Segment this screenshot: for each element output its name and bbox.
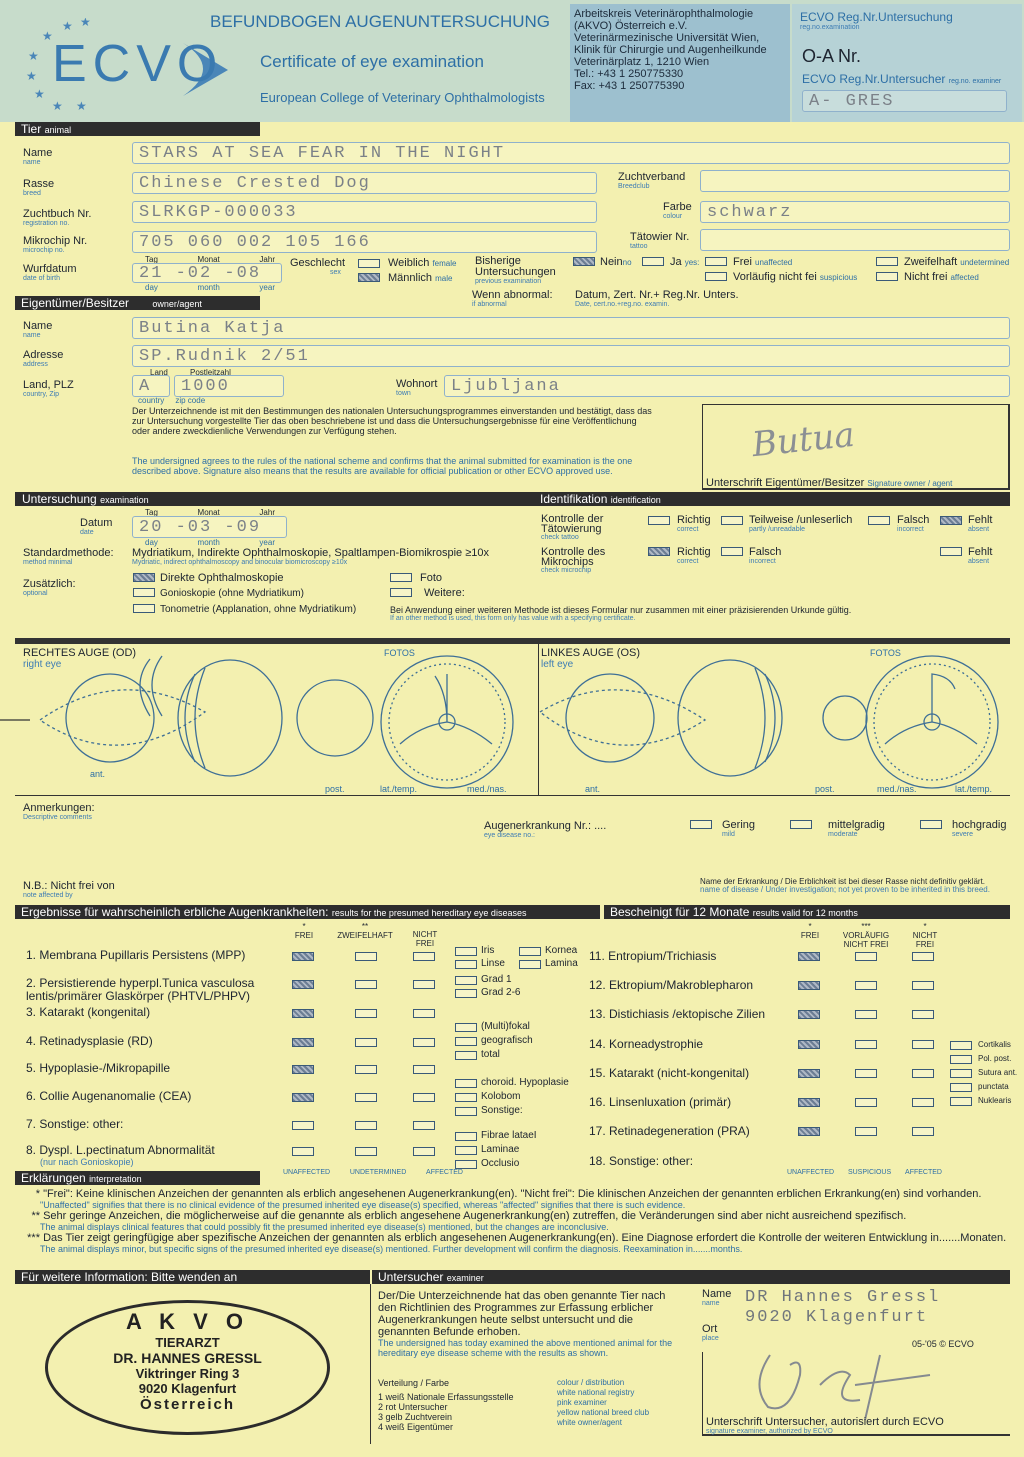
result-item-5: 5. Hypoplasie-/Mikropapille xyxy=(26,1061,171,1075)
land-field[interactable]: A xyxy=(132,375,170,397)
animal-name-field[interactable]: STARS AT SEA FEAR IN THE NIGHT xyxy=(132,142,1010,164)
tattoo-absent-checkbox[interactable] xyxy=(940,516,962,525)
tattoo-wrong: Falsch incorrect xyxy=(897,514,930,533)
option-checkbox[interactable] xyxy=(519,960,541,969)
result-2-doubt-checkbox[interactable] xyxy=(355,980,377,989)
prev-yes-label: Ja yes: xyxy=(670,256,700,268)
cataract-option-checkbox[interactable] xyxy=(950,1055,972,1064)
mednas-label-left: med./nas. xyxy=(877,784,917,794)
result-item-4: 4. Retinadysplasie (RD) xyxy=(26,1034,153,1048)
result-item-6: 6. Collie Augenanomalie (CEA) xyxy=(26,1089,192,1103)
option-label: Kolobom xyxy=(481,1091,521,1102)
eye-diagrams[interactable] xyxy=(0,644,1024,794)
prev-exam-label: Bisherige Untersuchungen previous examination xyxy=(475,255,556,285)
option-checkbox[interactable] xyxy=(455,1132,477,1141)
cert-13-free-checkbox[interactable] xyxy=(798,1010,820,1019)
result-2-free-checkbox[interactable] xyxy=(292,980,314,989)
svg-text:★: ★ xyxy=(76,99,87,113)
cert-12-prelim-checkbox[interactable] xyxy=(855,981,877,990)
cert-14-free-checkbox[interactable] xyxy=(798,1040,820,1049)
result-8-doubt-checkbox[interactable] xyxy=(355,1147,377,1156)
prev-doubt-label: Zweifelhaft undetermined xyxy=(904,256,1010,268)
notes: * "Frei": Keine klinischen Anzeichen der genannten als erblich angesehenen Augenerkrankung(en). "Nicht frei": Die klinischen Anzeichen der genannten erblichen Erkrankung(en) sind vorhanden. "Unaffected" signifies that there is no clinical evidence of the presumed inherited eye disease(s) specified, whereas "affected" signifies that there is such evidence. ** Sehr geringe Anzeichen, die möglicherweise auf die genannte als erblich angesehene Augenerkrankung(en) zutreffen, die Veränderungen sind aber nicht ausreichend spezifisch. The animal displays clinical features that could possibly fit the presumed inherited eye disease(s) mentioned, but the changes are inconclusive. *** Das Tier zeigt geringfügige aber spezifische Anzeichen der genannten als erblich angesehenen Augenerkrankung(en). Eine Diagnose erfordert die Kontrolle der weiteren Entwicklung in.......Monaten. The animal displays minor, but specific signs of the presumed inherited eye disease(s) mentioned. Further development will confirm the diagnosis. Reexamination in.......months. xyxy=(27,1188,1007,1254)
tattoo-label: Tätowier Nr. tattoo xyxy=(630,231,690,250)
foto-checkbox[interactable] xyxy=(390,573,412,582)
cert-11-free-checkbox[interactable] xyxy=(798,952,820,961)
chip-absent-checkbox[interactable] xyxy=(940,547,962,556)
result-6-doubt-checkbox[interactable] xyxy=(355,1093,377,1102)
cert-col-prelim: *** VORLÄUFIG NICHT FREI xyxy=(842,922,890,949)
mednas-label-right: med./nas. xyxy=(467,784,507,794)
further-checkbox[interactable] xyxy=(390,588,412,597)
breed-label: Rasse breed xyxy=(23,178,55,197)
cert-12-free-checkbox[interactable] xyxy=(798,981,820,990)
abnormal-label: Wenn abnormal: if abnormal xyxy=(472,289,553,308)
disease-label: Augenerkrankung Nr.: .... eye disease no.: xyxy=(484,820,607,839)
tattoo-wrong-checkbox[interactable] xyxy=(868,516,890,525)
cert-15-prelim-checkbox[interactable] xyxy=(855,1069,877,1078)
owner-name-field[interactable]: Butina Katja xyxy=(132,317,1010,339)
examiner-name-label: Name name xyxy=(702,1288,732,1307)
animal-bar: Tier animal xyxy=(15,122,260,136)
result-5-free-checkbox[interactable] xyxy=(292,1065,314,1074)
result-6-notfree-checkbox[interactable] xyxy=(413,1093,435,1102)
option-label: (Multi)fokal xyxy=(481,1021,530,1032)
result-5-doubt-checkbox[interactable] xyxy=(355,1065,377,1074)
results-sub8: (nur nach Gonioskopie) xyxy=(40,1157,134,1167)
svg-text:★: ★ xyxy=(34,87,45,101)
examiner-signature-icon xyxy=(730,1345,960,1425)
exam-date-label: Datum date xyxy=(80,517,113,536)
club-label: Zuchtverband Breedclub xyxy=(618,171,686,190)
akvo-stamp: A K V O TIERARZT DR. HANNES GRESSL Viktringer Ring 3 9020 Klagenfurt Österreich xyxy=(45,1300,330,1435)
svg-text:★: ★ xyxy=(26,69,37,83)
result-8-notfree-checkbox[interactable] xyxy=(413,1147,435,1156)
examiner-place[interactable]: 9020 Klagenfurt xyxy=(745,1308,929,1327)
result-item-3: 3. Katarakt (kongenital) xyxy=(26,1005,151,1019)
land-head: Land xyxy=(150,368,168,377)
exam-date-heads-en: day month year xyxy=(145,538,275,547)
notes-bar: Erklärungen interpretation xyxy=(15,1171,260,1185)
cataract-option-label: Pol. post. xyxy=(978,1054,1012,1063)
option-label: total xyxy=(481,1049,500,1060)
prev-prelim-checkbox[interactable] xyxy=(705,272,727,281)
prev-free-label: Frei unaffected xyxy=(733,256,793,268)
method-note: Bei Anwendung einer weiteren Methode ist dieses Formular nur zusammen mit einer präzisierenden Urkunde gültig. If an other method is used, this form only has value with a specifying certificate. xyxy=(390,605,852,622)
name-label: Name name xyxy=(23,147,53,166)
chip-right: Richtig correct xyxy=(677,546,711,565)
land-label: Land, PLZ country, Zip xyxy=(23,379,74,398)
chip-wrong: Falsch incorrect xyxy=(749,546,782,565)
cataract-option-label: Sutura ant. xyxy=(978,1068,1018,1077)
town-label: Wohnort town xyxy=(396,378,438,397)
info-bar: Für weitere Information: Bitte wenden an xyxy=(15,1270,370,1284)
result-3-free-checkbox[interactable] xyxy=(292,1009,314,1018)
results-foot: UNAFFECTED UNDETERMINED AFFECTED xyxy=(283,1169,463,1176)
tattoo-absent: Fehlt absent xyxy=(968,514,993,533)
result-6-free-checkbox[interactable] xyxy=(292,1093,314,1102)
chip-wrong-checkbox[interactable] xyxy=(721,547,743,556)
prev-yes-checkbox[interactable] xyxy=(642,257,664,266)
chip-field[interactable]: 705 060 002 105 166 xyxy=(132,231,597,253)
option-label: Kornea xyxy=(545,945,578,956)
option-checkbox[interactable] xyxy=(455,976,477,985)
reg-label: ECVO Reg.Nr.Untersuchung reg.no.examination xyxy=(800,10,953,31)
result-4-free-checkbox[interactable] xyxy=(292,1038,314,1047)
colour-distribution: colour / distribution white national registry pink examiner yellow national breed club white owner/agent xyxy=(557,1378,650,1427)
cataract-option-checkbox[interactable] xyxy=(950,1041,972,1050)
result-7-notfree-checkbox[interactable] xyxy=(413,1121,435,1130)
abnormal-text: Datum, Zert. Nr.+ Reg.Nr. Unters. Date, cert.no.+reg.no. examin. xyxy=(575,289,739,308)
results-col-notfree: NICHT FREI xyxy=(412,930,438,948)
declaration-en: The undersigned has today examined the above mentioned animal for the hereditary eye disease scheme with the results as shown. xyxy=(378,1338,673,1358)
distribution: Verteilung / Farbe 1 weiß Nationale Erfassungsstelle 2 rot Untersucher 3 gelb Zuchtverein 4 weiß Eigentümer xyxy=(378,1378,514,1432)
prev-prelim-label: Vorläufig nicht fei suspicious xyxy=(733,271,858,283)
male-label: Männlich male xyxy=(388,272,453,284)
place-label: Ort place xyxy=(702,1323,719,1342)
disclaimer: Name der Erkrankung / Die Erblichkeit ist bei dieser Rasse nicht definitiv geklärt. name of disease / Under investigation; not yet proven to be inherited in this breed. xyxy=(700,877,990,894)
prev-no-checkbox[interactable] xyxy=(573,257,595,266)
option-label: Sonstige: xyxy=(481,1105,523,1116)
result-1-doubt-checkbox[interactable] xyxy=(355,952,377,961)
left-eye-label: LINKES AUGE (OS) left eye xyxy=(541,647,641,670)
tattoo-right-checkbox[interactable] xyxy=(648,516,670,525)
dob-label: Wurfdatum date of birth xyxy=(23,263,77,282)
tono-checkbox[interactable] xyxy=(133,604,155,613)
cataract-option-checkbox[interactable] xyxy=(950,1097,972,1106)
result-1-free-checkbox[interactable] xyxy=(292,952,314,961)
option-label: Iris xyxy=(481,945,495,956)
form-title: BEFUNDBOGEN AUGENUNTERSUCHUNG xyxy=(210,12,551,31)
option-label: Linse xyxy=(481,958,505,969)
option-checkbox[interactable] xyxy=(455,1093,477,1102)
examiner-reg-field[interactable]: A- GRES xyxy=(802,90,1007,112)
chip-right-checkbox[interactable] xyxy=(648,547,670,556)
prev-notfree-checkbox[interactable] xyxy=(876,272,898,281)
prev-notfree-label: Nicht frei affected xyxy=(904,271,979,283)
cert-17-prelim-checkbox[interactable] xyxy=(855,1127,877,1136)
gonio-label: Gonioskopie (ohne Mydriatikum) xyxy=(160,588,304,599)
cert-15-free-checkbox[interactable] xyxy=(798,1069,820,1078)
tattoo-field[interactable] xyxy=(700,229,1010,251)
cert-item-13: 13. Distichiasis /ektopische Zilien xyxy=(589,1007,766,1021)
cert-11-notfree-checkbox[interactable] xyxy=(912,952,934,961)
colour-label: Farbe colour xyxy=(663,201,692,220)
post-label-left: post. xyxy=(815,784,835,794)
option-label: Fibrae lataeI xyxy=(481,1130,537,1141)
result-3-notfree-checkbox[interactable] xyxy=(413,1009,435,1018)
option-checkbox[interactable] xyxy=(455,960,477,969)
cert-13-notfree-checkbox[interactable] xyxy=(912,1010,934,1019)
option-checkbox[interactable] xyxy=(455,1023,477,1032)
club-field[interactable] xyxy=(700,170,1010,192)
results-col-doubt: ** ZWEIFELHAFT xyxy=(337,922,393,940)
chip-absent: Fehlt absent xyxy=(968,546,993,565)
option-checkbox[interactable] xyxy=(455,1107,477,1116)
result-item-2: 2. Persistierende hyperpl.Tunica vasculosa lentis/primärer Glaskörper (PHTVL/PHPV) xyxy=(26,976,255,1003)
option-label: Occlusio xyxy=(481,1158,520,1169)
college-name: European College of Veterinary Ophthalmologists xyxy=(260,90,545,105)
colour-field[interactable]: schwarz xyxy=(700,201,1010,223)
cert-col-frei: * FREI xyxy=(800,922,820,940)
cert-item-17: 17. Retinadegeneration (PRA) xyxy=(589,1124,750,1138)
result-item-7: 7. Sonstige: other: xyxy=(26,1117,124,1131)
cataract-option-checkbox[interactable] xyxy=(950,1069,972,1078)
result-4-notfree-checkbox[interactable] xyxy=(413,1038,435,1047)
svg-text:★: ★ xyxy=(62,19,73,33)
option-checkbox[interactable] xyxy=(455,1146,477,1155)
oa-label: O-A Nr. xyxy=(802,46,862,66)
prev-doubt-checkbox[interactable] xyxy=(876,257,898,266)
option-checkbox[interactable] xyxy=(455,1079,477,1088)
extra-label: Zusätzlich: optional xyxy=(23,578,76,597)
cert-16-notfree-checkbox[interactable] xyxy=(912,1098,934,1107)
logo-text: ECVO xyxy=(52,35,224,93)
lattemp-label-left: lat./temp. xyxy=(955,784,993,794)
svg-text:★: ★ xyxy=(80,18,91,29)
cataract-option-checkbox[interactable] xyxy=(950,1083,972,1092)
svg-text:★: ★ xyxy=(42,29,53,43)
ant-label-left: ant. xyxy=(585,784,601,794)
option-checkbox[interactable] xyxy=(455,1037,477,1046)
severe-label: hochgradig severe xyxy=(952,819,1007,838)
results-bar: Ergebnisse für wahrscheinlich erbliche Augenkrankheiten: results for the presumed hereditary eye diseases xyxy=(15,905,600,919)
lattemp-label-right: lat./temp. xyxy=(380,784,418,794)
severe-checkbox[interactable] xyxy=(920,820,942,829)
form-subtitle: Certificate of eye examination xyxy=(260,52,484,71)
result-7-doubt-checkbox[interactable] xyxy=(355,1121,377,1130)
svg-text:★: ★ xyxy=(28,49,39,63)
option-label: choroid. Hypoplasie xyxy=(481,1077,569,1088)
plz-head: Postleitzahl xyxy=(190,368,231,377)
akvo-address: Arbeitskreis Veterinärophthalmologie (AKVO) Österreich e.V. Veterinärmezinische Universität Wien, Klinik für Chirurgie und Augenheilkunde Veterinärplatz 1, 1210 Wien Tel.: +43 1 250775330 Fax: +43 1 250775390 xyxy=(574,8,767,92)
exam-bar-label: Untersuchung examination xyxy=(22,492,149,506)
option-label: geografisch xyxy=(481,1035,533,1046)
ident-chip-label: Kontrolle des Mikrochips check microchip xyxy=(541,546,606,574)
exam-date-field[interactable]: 20 -03 -09 xyxy=(132,516,287,538)
option-checkbox[interactable] xyxy=(519,947,541,956)
cert-item-15: 15. Katarakt (nicht-kongenital) xyxy=(589,1066,750,1080)
cataract-option-label: Nuklearis xyxy=(978,1096,1012,1105)
male-checkbox[interactable] xyxy=(358,273,380,282)
further-label: Weitere: xyxy=(424,587,465,599)
owner-sig-label: Unterschrift Eigentümer/Besitzer Signature owner / agent xyxy=(706,477,953,489)
address-field[interactable]: SP.Rudnik 2/51 xyxy=(132,345,1010,367)
direct-ophth-checkbox[interactable] xyxy=(133,573,155,582)
cert-item-14: 14. Korneadystrophie xyxy=(589,1037,704,1051)
results-col-frei: * FREI xyxy=(294,922,314,940)
svg-text:★: ★ xyxy=(52,99,63,113)
method-text: Mydriatikum, Indirekte Ophthalmoskopie, Spaltlampen-Biomikrospie ≥10x Mydriatic, indirect ophthalmoscopy and binocular biomicroscopy ≥10x xyxy=(132,547,489,566)
owner-bar: Eigentümer/Besitzer owner/agent xyxy=(15,296,260,310)
cert-item-18: 18. Sonstige: other: xyxy=(589,1154,694,1168)
owner-name-label: Name name xyxy=(23,320,53,339)
address-label: Adresse address xyxy=(23,349,64,368)
option-label: Laminae xyxy=(481,1144,520,1155)
prev-no-label: Neinno xyxy=(600,256,632,268)
prev-free-checkbox[interactable] xyxy=(705,257,727,266)
fotos-right: FOTOS xyxy=(384,648,415,658)
option-label: Grad 2-6 xyxy=(481,987,521,998)
mild-label: Gering mild xyxy=(722,819,756,838)
dob-heads-en: day month year xyxy=(145,283,275,292)
option-checkbox[interactable] xyxy=(455,1051,477,1060)
dob-field[interactable]: 21 -02 -08 xyxy=(132,263,282,283)
ident-bar-label: Identifikation identification xyxy=(540,492,661,506)
cert-11-prelim-checkbox[interactable] xyxy=(855,952,877,961)
cert-12-notfree-checkbox[interactable] xyxy=(912,981,934,990)
footer-vline xyxy=(370,1284,371,1444)
mild-checkbox[interactable] xyxy=(690,820,712,829)
tattoo-partly: Teilweise /unleserlich partly /unreadable xyxy=(749,514,853,533)
cataract-option-label: punctata xyxy=(978,1082,1009,1091)
breed-field[interactable]: Chinese Crested Dog xyxy=(132,172,597,194)
result-item-8: 8. Dyspl. L.pectinatum Abnormalität xyxy=(26,1143,215,1157)
exam-date-heads: Tag Monat Jahr xyxy=(145,508,275,517)
cert-17-notfree-checkbox[interactable] xyxy=(912,1127,934,1136)
dob-heads: Tag Monat Jahr xyxy=(145,255,275,264)
post-label-right: post. xyxy=(325,784,345,794)
result-1-notfree-checkbox[interactable] xyxy=(413,952,435,961)
direct-ophth-label: Direkte Ophthalmoskopie xyxy=(160,572,284,584)
cert-col-notfree: * NICHT FREI xyxy=(912,922,938,949)
ident-tattoo-label: Kontrolle der Tätowierung check tattoo xyxy=(541,513,604,541)
moderate-label: mittelgradig moderate xyxy=(828,819,885,838)
consent-en: The undersigned agrees to the rules of the national scheme and confirms that the animal submitted for examination is the one described above. Signature also means that the results are available for official publication or other ECVO approved use. xyxy=(132,456,633,476)
chip-label: Mikrochip Nr. microchip no. xyxy=(23,235,88,254)
ant-label-right: ant. xyxy=(90,769,106,779)
declaration-de: Der/Die Unterzeichnende hat das oben genannte Tier nach den Richtlinien des Programmes zur Erfassung erblicher Augenerkrankungen heute selbst untersucht und die genannten Befunde erhoben. xyxy=(378,1290,666,1338)
method-label: Standardmethode: method minimal xyxy=(23,547,114,566)
reg2-label: ECVO Reg.Nr.Untersucher reg.no. examiner xyxy=(802,72,1002,86)
result-item-1: 1. Membrana Pupillaris Persistens (MPP) xyxy=(26,948,246,962)
female-label: Weiblich female xyxy=(388,257,457,269)
option-checkbox[interactable] xyxy=(455,947,477,956)
cert-16-free-checkbox[interactable] xyxy=(798,1098,820,1107)
cert-17-free-checkbox[interactable] xyxy=(798,1127,820,1136)
right-eye-label: RECHTES AUGE (OD) right eye xyxy=(23,647,137,670)
cataract-option-label: Cortikalis xyxy=(978,1040,1011,1049)
option-label: Grad 1 xyxy=(481,974,512,985)
town-field[interactable]: Ljubljana xyxy=(444,375,1010,397)
result-5-notfree-checkbox[interactable] xyxy=(413,1065,435,1074)
version: 05-'05 © ECVO xyxy=(912,1339,974,1349)
gonio-checkbox[interactable] xyxy=(133,588,155,597)
cert-16-prelim-checkbox[interactable] xyxy=(855,1098,877,1107)
result-2-notfree-checkbox[interactable] xyxy=(413,980,435,989)
reg-no-label: Zuchtbuch Nr. registration no. xyxy=(23,208,92,227)
cert-15-notfree-checkbox[interactable] xyxy=(912,1069,934,1078)
result-7-free-checkbox[interactable] xyxy=(292,1121,314,1130)
cert-item-16: 16. Linsenluxation (primär) xyxy=(589,1095,732,1109)
option-checkbox[interactable] xyxy=(455,989,477,998)
nb-label: N.B.: Nicht frei von note affected by xyxy=(23,880,115,899)
cert-bar: Bescheinigt für 12 Monate results valid for 12 months xyxy=(604,905,1010,919)
land-sub: country zip code xyxy=(138,396,206,405)
sex-label: Geschlecht sex xyxy=(290,257,346,276)
reg-no-field[interactable]: SLRKGP-000033 xyxy=(132,201,597,223)
exam-divider xyxy=(15,492,1010,506)
cert-item-12: 12. Ektropium/Makroblepharon xyxy=(589,978,754,992)
examiner-bar: Untersucher examiner xyxy=(372,1270,1010,1284)
owner-signature: Butua xyxy=(750,414,857,466)
option-label: Lamina xyxy=(545,958,578,969)
eyes-bottom-line xyxy=(15,795,1010,796)
cert-item-11: 11. Entropium/Trichiasis xyxy=(589,949,717,963)
tattoo-right: Richtig correct xyxy=(677,514,711,533)
result-8-free-checkbox[interactable] xyxy=(292,1147,314,1156)
cert-14-prelim-checkbox[interactable] xyxy=(855,1040,877,1049)
result-4-doubt-checkbox[interactable] xyxy=(355,1038,377,1047)
tono-label: Tonometrie (Applanation, ohne Mydriatikum) xyxy=(160,604,357,615)
fotos-left: FOTOS xyxy=(870,648,901,658)
tattoo-partly-checkbox[interactable] xyxy=(721,516,743,525)
consent-de: Der Unterzeichnende ist mit den Bestimmungen des nationalen Untersuchungsprogrammes einverstanden und bestätigt, dass das zur Untersuchung vorgestellte Tier das oben beschriebene ist und dass die Untersuchungsergebnisse für eine Veröffentlichung oder andere zweckdienliche Verwendungen zur Verfügung stehen. xyxy=(132,406,652,436)
cert-13-prelim-checkbox[interactable] xyxy=(855,1010,877,1019)
examiner-name[interactable]: DR Hannes Gressl xyxy=(745,1288,941,1307)
female-checkbox[interactable] xyxy=(358,259,380,268)
remarks-label: Anmerkungen: Descriptive comments xyxy=(23,802,95,821)
plz-field[interactable]: 1000 xyxy=(174,375,284,397)
moderate-checkbox[interactable] xyxy=(790,820,812,829)
cert-14-notfree-checkbox[interactable] xyxy=(912,1040,934,1049)
foto-label: Foto xyxy=(420,572,443,584)
examiner-sig-label: Unterschrift Untersucher, autorisiert durch ECVO signature examiner, authorized by ECVO xyxy=(706,1416,944,1435)
result-3-doubt-checkbox[interactable] xyxy=(355,1009,377,1018)
cert-foot: UNAFFECTED SUSPICIOUS AFFECTED xyxy=(787,1169,942,1176)
